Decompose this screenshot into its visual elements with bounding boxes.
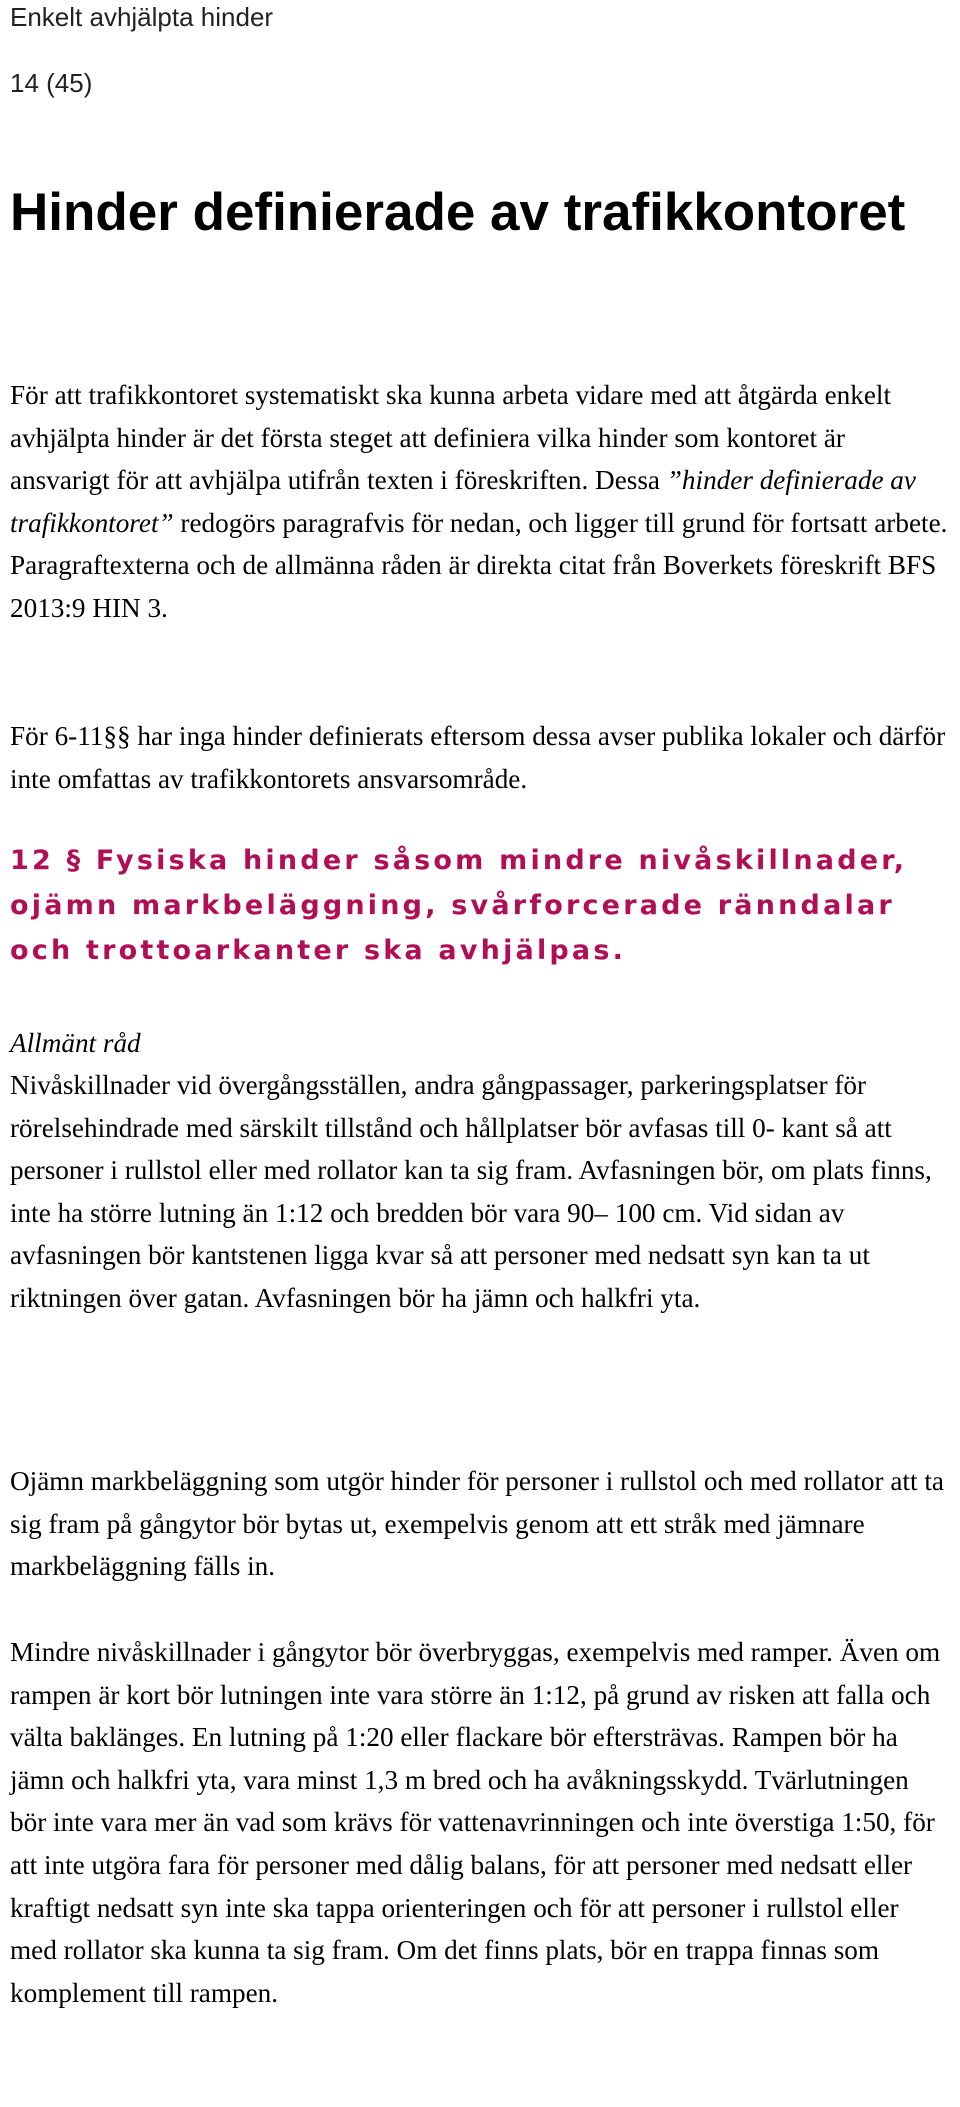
intro-paragraph	[10, 374, 950, 630]
intro-text-end: redogörs paragrafvis för nedan, och ligger till grund för fortsatt arbete. Paragraftexterna och de allmänna råden är direkta citat från Boverkets föreskrift BFS 2013:9 HIN 3.	[10, 507, 948, 623]
scope-note: För 6-11§§ har inga hinder definierats eftersom dessa avser publika lokaler och därför inte omfattas av trafikkontorets ansvarsområde.	[10, 721, 946, 794]
advice-paragraph: Ojämn markbeläggning som utgör hinder för personer i rullstol och med rollator att ta sig fram på gångytor bör bytas ut, exempelvis genom att ett stråk med jämnare markbeläggning fälls in.	[10, 1466, 944, 1582]
intro-text-start: För att trafikkontoret systematiskt ska kunna arbeta vidare med att åtgärda enkelt avhjälpta hinder är det första steget att definiera vilka hinder som kontoret är ansvarigt för att avhjälpa utifrån texten i föreskriften. Dessa	[10, 380, 892, 496]
page-title: Hinder definierade av trafikkontoret	[10, 183, 906, 242]
advice-paragraph: Nivåskillnader vid övergångsställen, andra gångpassager, parkeringsplatser för rörelsehindrade med särskilt tillstånd och hållplatser bör avfasas till 0- kant så att personer i rullstol eller med rollator kan ta sig fram. Avfasningen bör, om plats finns, inte ha större lutning än 1:12 och bredden bör vara 90– 100 cm. Vid sidan av avfasningen bör kantstenen ligga kvar så att personer med nedsatt syn kan ta ut riktningen över gatan. Avfasningen bör ha jämn och halkfri yta.	[10, 1070, 932, 1313]
advice-paragraph: Mindre nivåskillnader i gångytor bör överbryggas, exempelvis med ramper. Även om rampen är kort bör lutningen inte vara större än 1:12, på grund av risken att falla och välta baklänges. En lutning på 1:20 eller flackare bör eftersträvas. Rampen bör ha jämn och halkfri yta, vara minst 1,3 m bred och ha avåkningsskydd. Tvärlutningen bör inte vara mer än vad som krävs för vattenavrinningen och inte överstiga 1:50, för att inte utgöra fara för personer med dålig balans, för att personer med nedsatt eller kraftigt nedsatt syn inte ska tappa orienteringen och för att personer i rullstol eller med rollator ska kunna ta sig fram. Om det finns plats, bör en trappa finnas som komplement till rampen.	[10, 1637, 941, 2008]
running-header: Enkelt avhjälpta hinder	[10, 2, 274, 32]
advice-label: Allmänt råd	[10, 1028, 141, 1058]
section-heading: 12 § Fysiska hinder såsom mindre nivåskillnader, ojämn markbeläggning, svårforcerade ränndalar och trottoarkanter ska avhjälpas.	[10, 845, 908, 966]
page-number: 14 (45)	[10, 68, 93, 98]
intro-emphasis: ”hinder definierade av trafikkontoret”	[10, 465, 916, 538]
